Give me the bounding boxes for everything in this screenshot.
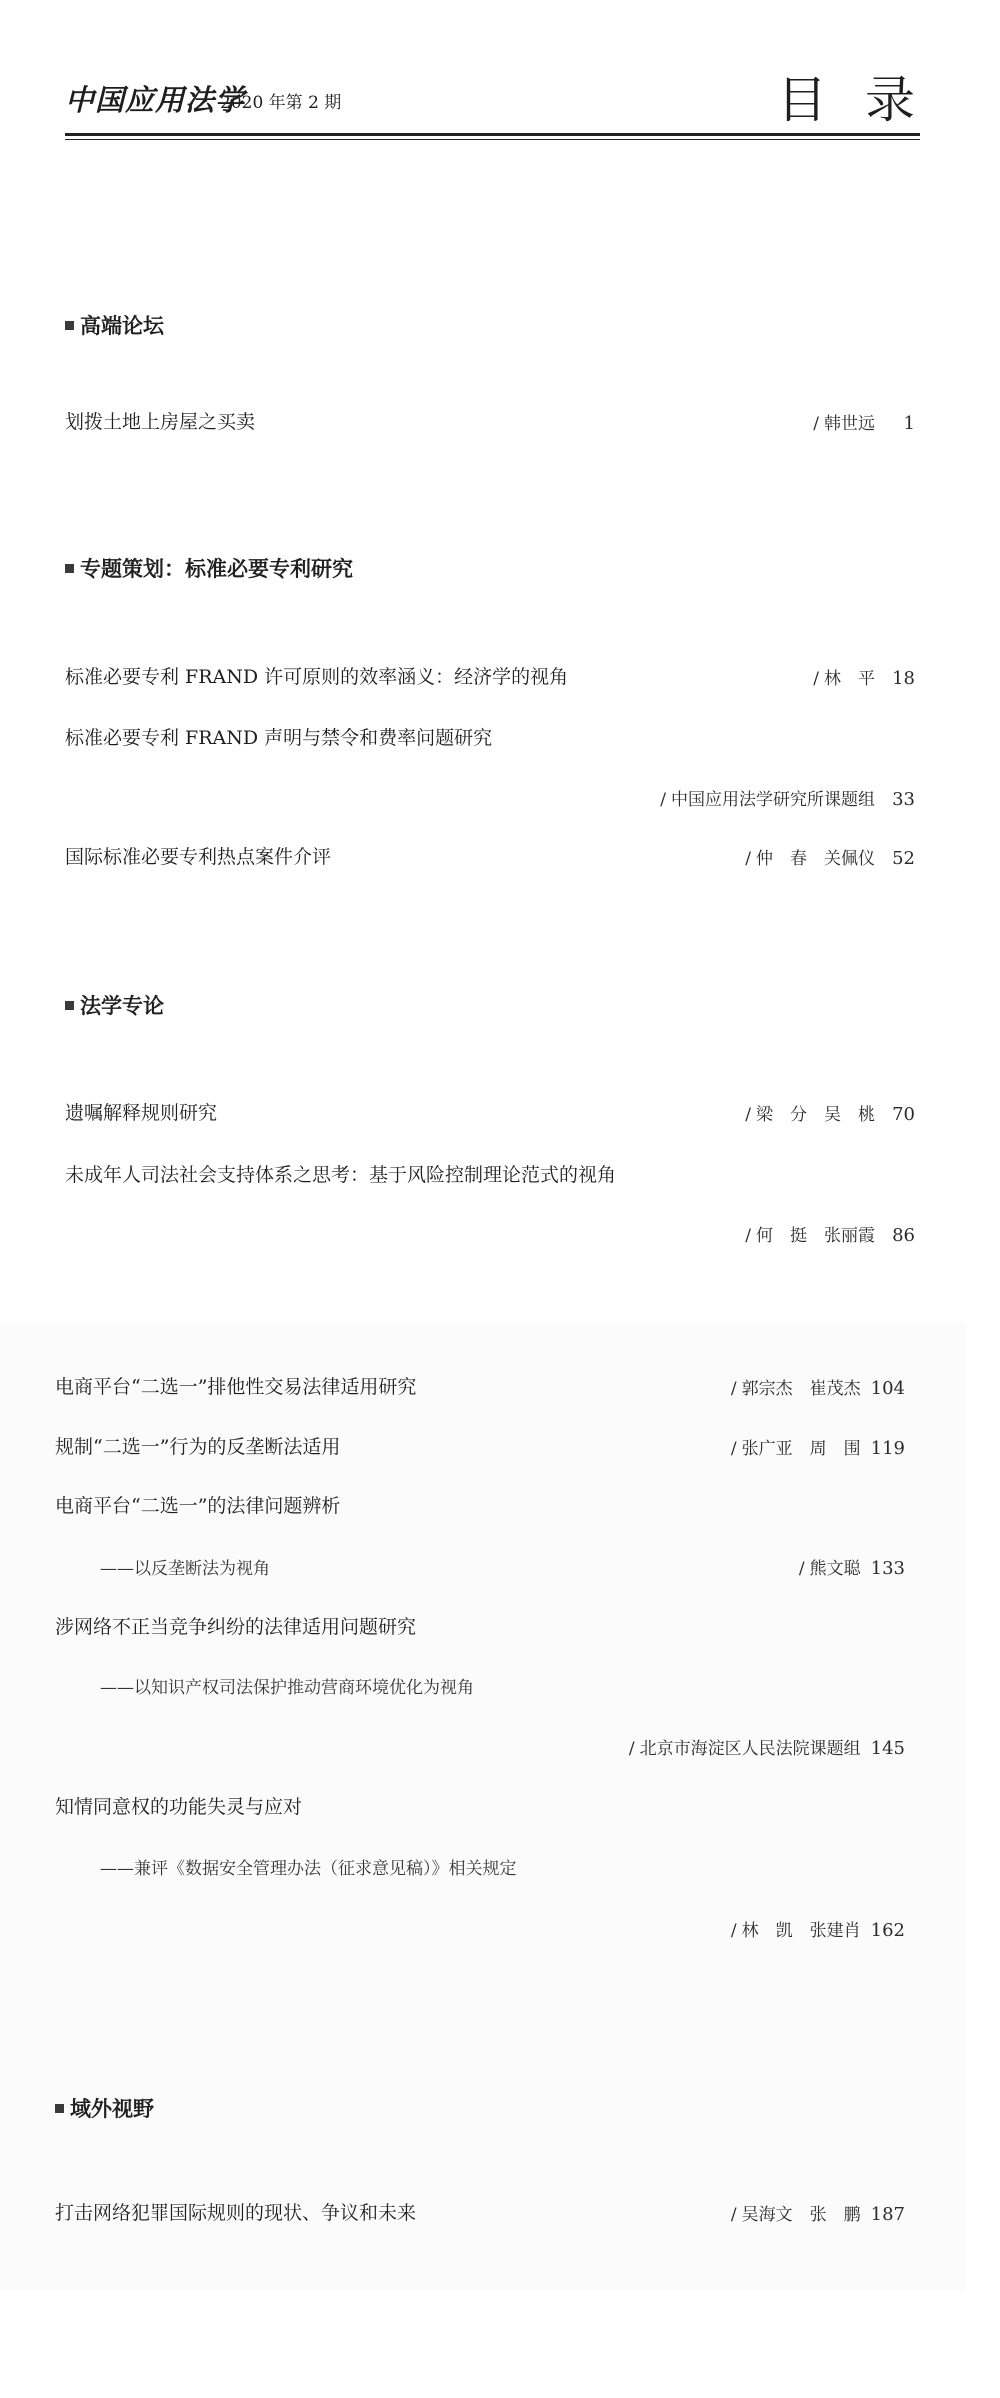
journal-masthead: 中国应用法学 — [65, 83, 246, 117]
author-name: 吴海文 张 鹏 — [741, 2205, 861, 2225]
toc-entry-title[interactable]: 知情同意权的功能失灵与应对 — [55, 1796, 303, 1818]
page-number: 133 — [870, 1558, 905, 1579]
author-name: 何 挺 张丽霞 — [756, 1226, 875, 1246]
page-number: 187 — [870, 2204, 905, 2225]
toc-entry-author: / 张广亚 周 围 119 — [730, 1438, 905, 1459]
author-name: 林 凯 张建肖 — [741, 1921, 861, 1941]
page-number: 70 — [892, 1104, 915, 1125]
section-heading-forum: 高端论坛 — [65, 310, 164, 340]
toc-entry-title[interactable]: 国际标准必要专利热点案件介评 — [65, 846, 332, 868]
section-heading-special: 专题策划：标准必要专利研究 — [65, 553, 353, 583]
toc-entry-author: / 郭宗杰 崔茂杰 104 — [730, 1378, 905, 1399]
toc-entry-subtitle: ——兼评《数据安全管理办法（征求意见稿）》相关规定 — [100, 1859, 517, 1879]
toc-entry-subtitle: ——以知识产权司法保护推动营商环境优化为视角 — [100, 1678, 474, 1698]
author-name: 张广亚 周 围 — [741, 1439, 861, 1459]
toc-entry-author: / 梁 分 吴 桃 70 — [745, 1104, 915, 1125]
toc-entry-title[interactable]: 打击网络犯罪国际规则的现状、争议和未来 — [55, 2202, 417, 2224]
author-name: 中国应用法学研究所课题组 — [671, 790, 875, 810]
toc-entry-author: / 林 平 18 — [813, 668, 915, 689]
toc-entry-author: / 林 凯 张建肖 162 — [730, 1920, 905, 1941]
toc-entry-author: / 北京市海淀区人民法院课题组 145 — [628, 1738, 905, 1759]
toc-entry-title[interactable]: 未成年人司法社会支持体系之思考：基于风险控制理论范式的视角 — [65, 1164, 617, 1186]
toc-entry-author: / 吴海文 张 鹏 187 — [730, 2204, 905, 2225]
toc-entry-title[interactable]: 遗嘱解释规则研究 — [65, 1102, 218, 1124]
square-bullet-icon — [55, 2104, 64, 2113]
toc-entry-title[interactable]: 标准必要专利 FRAND 声明与禁令和费率问题研究 — [65, 727, 493, 749]
page-number: 33 — [892, 789, 915, 810]
toc-entry-author: / 何 挺 张丽霞 86 — [745, 1225, 915, 1246]
toc-entry-title[interactable]: 电商平台“二选一”的法律问题辨析 — [55, 1495, 341, 1517]
section-heading-legal: 法学专论 — [65, 990, 164, 1020]
toc-entry-author: / 韩世远 1 — [813, 413, 915, 434]
toc-entry-title[interactable]: 划拨土地上房屋之买卖 — [65, 411, 256, 433]
toc-entry-author: / 仲 春 关佩仪 52 — [745, 848, 915, 869]
page-number: 145 — [870, 1738, 905, 1759]
author-name: 熊文聪 — [809, 1559, 861, 1579]
author-name: 仲 春 关佩仪 — [756, 849, 875, 869]
toc-entry-title[interactable]: 标准必要专利 FRAND 许可原则的效率涵义：经济学的视角 — [65, 666, 569, 688]
toc-entry-subtitle: ——以反垄断法为视角 — [100, 1559, 270, 1579]
toc-entry-title[interactable]: 电商平台“二选一”排他性交易法律适用研究 — [55, 1376, 417, 1398]
page-number: 18 — [892, 668, 915, 689]
toc-entry-author: / 中国应用法学研究所课题组 33 — [660, 789, 915, 810]
square-bullet-icon — [65, 1001, 74, 1010]
toc-title: 目录 — [777, 71, 953, 129]
page-number: 119 — [870, 1438, 905, 1459]
header-rule-thin — [65, 139, 920, 140]
toc-entry-title[interactable]: 涉网络不正当竞争纠纷的法律适用问题研究 — [55, 1616, 417, 1638]
page-number: 1 — [903, 413, 915, 434]
section-heading-abroad: 域外视野 — [55, 2093, 154, 2123]
author-name: 韩世远 — [824, 414, 875, 434]
page-number: 86 — [892, 1225, 915, 1246]
page-number: 162 — [870, 1920, 905, 1941]
toc-entry-author: / 熊文聪 133 — [798, 1558, 905, 1579]
issue-label: 2020 年第 2 期 — [220, 93, 342, 113]
author-name: 梁 分 吴 桃 — [756, 1105, 875, 1125]
page-number: 52 — [892, 848, 915, 869]
author-name: 郭宗杰 崔茂杰 — [741, 1379, 861, 1399]
page-number: 104 — [870, 1378, 905, 1399]
toc-entry-title[interactable]: 规制“二选一”行为的反垄断法适用 — [55, 1436, 341, 1458]
square-bullet-icon — [65, 564, 74, 573]
square-bullet-icon — [65, 321, 74, 330]
author-name: 林 平 — [824, 669, 875, 689]
header-rule-thick — [65, 133, 920, 136]
author-name: 北京市海淀区人民法院课题组 — [639, 1739, 861, 1759]
